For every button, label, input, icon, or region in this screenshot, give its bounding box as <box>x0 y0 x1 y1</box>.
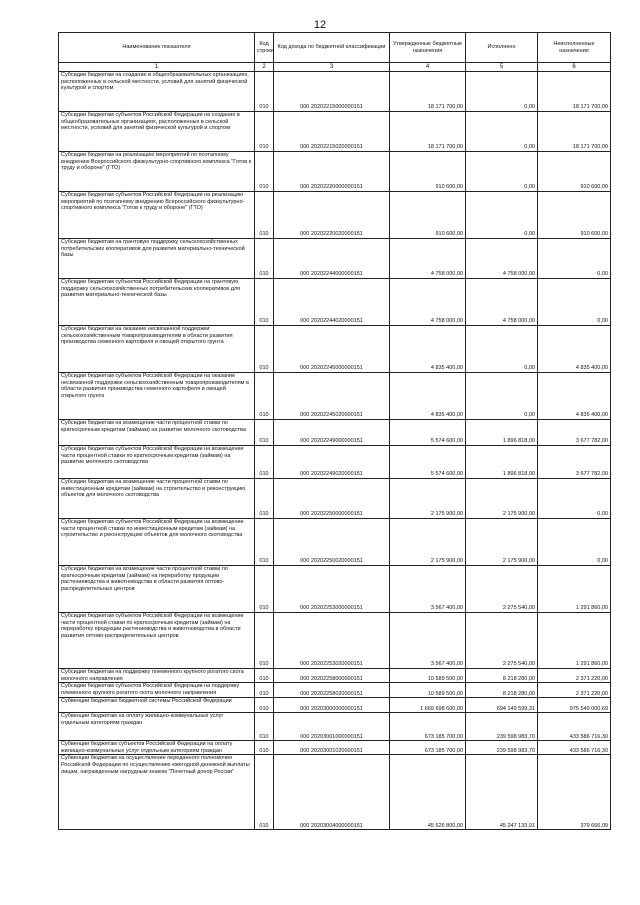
cell-kbk: 000 20202220000000151 <box>274 152 390 192</box>
cell-approved: 2 175 900,00 <box>390 479 466 519</box>
column-number: 2 <box>255 63 274 72</box>
cell-code: 010 <box>255 613 274 669</box>
cell-approved: 45 626 800,00 <box>390 755 466 830</box>
cell-approved: 5 574 600,00 <box>390 446 466 479</box>
cell-name: Субсидии бюджетам субъектов Российской Федерации на оказание несвязанной поддержки сельскохозяйственным товаропроизводителям в области развития производства семенного картофеля и овощей открытого грунта <box>59 373 255 420</box>
cell-executed: 0,00 <box>466 72 538 112</box>
cell-name: Субвенции бюджетам на оплату жилищно-коммунальных услуг отдельным категориям граждан <box>59 713 255 741</box>
cell-approved: 4 758 000,00 <box>390 239 466 279</box>
cell-unexecuted: 2 371 220,00 <box>538 683 611 698</box>
cell-approved: 10 589 500,00 <box>390 683 466 698</box>
cell-executed: 4 758 000,00 <box>466 279 538 326</box>
column-number: 3 <box>274 63 390 72</box>
cell-kbk: 000 20202250020000151 <box>274 519 390 566</box>
table-row <box>59 479 611 519</box>
cell-code: 010 <box>255 326 274 373</box>
cell-kbk: 000 20203000000000151 <box>274 698 390 713</box>
cell-unexecuted: 3 677 782,00 <box>538 446 611 479</box>
column-number-row <box>59 63 611 72</box>
cell-unexecuted: 18 171 700,00 <box>538 112 611 152</box>
table-row <box>59 373 611 420</box>
table-row <box>59 446 611 479</box>
cell-executed: 1 896 818,00 <box>466 446 538 479</box>
cell-executed: 8 218 280,00 <box>466 683 538 698</box>
column-number: 6 <box>538 63 611 72</box>
header-kbk: Код дохода по бюджетной классификации <box>274 33 390 63</box>
table-row <box>59 239 611 279</box>
cell-code: 010 <box>255 741 274 755</box>
cell-executed: 0,00 <box>466 112 538 152</box>
cell-executed: 2 175 900,00 <box>466 519 538 566</box>
cell-executed: 4 758 000,00 <box>466 239 538 279</box>
budget-report-table <box>58 32 611 830</box>
header-executed: Исполнено <box>466 33 538 63</box>
cell-code: 010 <box>255 373 274 420</box>
table-row <box>59 72 611 112</box>
table-row <box>59 112 611 152</box>
table-row <box>59 698 611 713</box>
table-row <box>59 669 611 683</box>
cell-approved: 3 567 400,00 <box>390 566 466 613</box>
cell-executed: 2 275 540,00 <box>466 613 538 669</box>
cell-name: Субсидии бюджетам субъектов Российской Федерации на реализацию мероприятий по поэтапному внедрению Всероссийского физкультурно-спортивного комплекса "Готов к труду и обороне" (ГТО) <box>59 192 255 239</box>
cell-unexecuted: 0,00 <box>538 279 611 326</box>
cell-unexecuted: 0,00 <box>538 239 611 279</box>
cell-code: 010 <box>255 683 274 698</box>
column-number: 4 <box>390 63 466 72</box>
cell-code: 010 <box>255 669 274 683</box>
cell-kbk: 000 20202215020000151 <box>274 112 390 152</box>
cell-code: 010 <box>255 152 274 192</box>
cell-name: Субсидии бюджетам на возмещение части процентной ставки по краткосрочным кредитам (займам) на развитие молочного скотоводства <box>59 420 255 446</box>
table-row <box>59 683 611 698</box>
cell-name: Субсидии бюджетам на возмещение части процентной ставки по инвестиционным кредитам (займам) на строительство и реконструкцию объектов для молочного скотоводства <box>59 479 255 519</box>
table-row <box>59 279 611 326</box>
cell-kbk: 000 20202253020000151 <box>274 613 390 669</box>
cell-code: 010 <box>255 192 274 239</box>
header-unexecuted: Неисполненные назначения <box>538 33 611 63</box>
cell-name: Субсидии бюджетам субъектов Российской Федерации на возмещение части процентной ставки по краткосрочным кредитам (займам) на развитие молочного скотоводства <box>59 446 255 479</box>
table-row <box>59 741 611 755</box>
cell-code: 010 <box>255 279 274 326</box>
cell-approved: 3 567 400,00 <box>390 613 466 669</box>
table-row <box>59 420 611 446</box>
cell-unexecuted: 1 291 860,00 <box>538 613 611 669</box>
cell-unexecuted: 1 291 860,00 <box>538 566 611 613</box>
cell-executed: 239 598 983,70 <box>466 741 538 755</box>
cell-code: 010 <box>255 72 274 112</box>
cell-unexecuted: 0,00 <box>538 519 611 566</box>
cell-executed: 239 598 983,70 <box>466 713 538 741</box>
cell-unexecuted: 2 371 220,00 <box>538 669 611 683</box>
cell-approved: 18 171 700,00 <box>390 112 466 152</box>
cell-kbk: 000 20202249020000151 <box>274 446 390 479</box>
cell-approved: 910 600,00 <box>390 152 466 192</box>
cell-kbk: 000 20202253000000151 <box>274 566 390 613</box>
column-number: 1 <box>59 63 255 72</box>
cell-approved: 4 835 400,00 <box>390 373 466 420</box>
cell-kbk: 000 20203001020000151 <box>274 741 390 755</box>
cell-code: 010 <box>255 446 274 479</box>
cell-approved: 4 835 400,00 <box>390 326 466 373</box>
cell-kbk: 000 20202244000000151 <box>274 239 390 279</box>
table-row <box>59 755 611 830</box>
cell-approved: 10 589 500,00 <box>390 669 466 683</box>
cell-name: Субвенции бюджетам бюджетной системы Российской Федерации <box>59 698 255 713</box>
cell-code: 010 <box>255 698 274 713</box>
cell-name: Субсидии бюджетам на грантовую поддержку сельскохозяйственных потребительских кооперативов для развития материально-технической базы <box>59 239 255 279</box>
cell-executed: 45 247 133,91 <box>466 755 538 830</box>
table-row <box>59 566 611 613</box>
table-header-row <box>59 33 611 63</box>
cell-executed: 0,00 <box>466 192 538 239</box>
cell-approved: 18 171 700,00 <box>390 72 466 112</box>
cell-name: Субвенции бюджетам на осуществление переданного полномочия Российской Федерации по осуществлению ежегодной денежной выплаты лицам, награжденным нагрудным знаком "Почетный донор России" <box>59 755 255 830</box>
cell-name: Субсидии бюджетам субъектов Российской Федерации на возмещение части процентной ставки по инвестиционным кредитам (займам) на строительство и реконструкцию объектов для молочного скотоводства <box>59 519 255 566</box>
cell-kbk: 000 20202244020000151 <box>274 279 390 326</box>
cell-executed: 0,00 <box>466 373 538 420</box>
cell-unexecuted: 433 586 716,30 <box>538 741 611 755</box>
table-row <box>59 326 611 373</box>
cell-unexecuted: 910 600,00 <box>538 192 611 239</box>
cell-name: Субсидии бюджетам на поддержку племенного крупного рогатого скота молочного направления <box>59 669 255 683</box>
cell-approved: 4 758 000,00 <box>390 279 466 326</box>
cell-unexecuted: 910 600,00 <box>538 152 611 192</box>
cell-kbk: 000 20202258020000151 <box>274 683 390 698</box>
cell-executed: 0,00 <box>466 152 538 192</box>
cell-executed: 1 896 818,00 <box>466 420 538 446</box>
cell-kbk: 000 20202258000000151 <box>274 669 390 683</box>
cell-code: 010 <box>255 519 274 566</box>
cell-kbk: 000 20202245020000151 <box>274 373 390 420</box>
header-name: Наименование показателя <box>59 33 255 63</box>
cell-executed: 0,00 <box>466 326 538 373</box>
cell-unexecuted: 433 586 716,30 <box>538 713 611 741</box>
cell-name: Субсидии бюджетам на создание в общеобразовательных организациях, расположенных в сельской местности, условий для занятий физической культурой и спортом <box>59 72 255 112</box>
cell-approved: 2 175 900,00 <box>390 519 466 566</box>
cell-code: 010 <box>255 239 274 279</box>
cell-kbk: 000 20202249000000151 <box>274 420 390 446</box>
cell-name: Субсидии бюджетам субъектов Российской Федерации на создание в общеобразовательных организациях, расположенных в сельской местности, условий для занятий физической культурой и спортом <box>59 112 255 152</box>
cell-kbk: 000 20202245000000151 <box>274 326 390 373</box>
cell-executed: 8 218 280,00 <box>466 669 538 683</box>
table-row <box>59 613 611 669</box>
cell-code: 010 <box>255 420 274 446</box>
cell-unexecuted: 4 835 400,00 <box>538 326 611 373</box>
cell-code: 010 <box>255 112 274 152</box>
cell-unexecuted: 4 835 400,00 <box>538 373 611 420</box>
table-row <box>59 152 611 192</box>
cell-approved: 1 669 698 600,00 <box>390 698 466 713</box>
cell-name: Субсидии бюджетам на реализацию мероприятий по поэтапному внедрению Всероссийского физкультурно-спортивного комплекса "Готов к труду и обороне" (ГТО) <box>59 152 255 192</box>
cell-unexecuted: 0,00 <box>538 479 611 519</box>
cell-code: 010 <box>255 566 274 613</box>
cell-name: Субсидии бюджетам на оказание несвязанной поддержки сельскохозяйственным товаропроизводителям в области развития производства семенного картофеля и овощей открытого грунта <box>59 326 255 373</box>
cell-approved: 673 185 700,00 <box>390 713 466 741</box>
cell-kbk: 000 20203004000000151 <box>274 755 390 830</box>
cell-kbk: 000 20203001000000151 <box>274 713 390 741</box>
cell-kbk: 000 20202215000000151 <box>274 72 390 112</box>
cell-name: Субсидии бюджетам субъектов Российской Федерации на возмещение части процентной ставки по краткосрочным кредитам (займам) на переработку продукции растениеводства и животноводства в области развития оптово-распределительных центров <box>59 613 255 669</box>
cell-executed: 2 275 540,00 <box>466 566 538 613</box>
cell-name: Субсидии бюджетам на возмещение части процентной ставки по краткосрочным кредитам (займам) на переработку продукции растениеводства и животноводства в области развития оптово-распределительных центров <box>59 566 255 613</box>
cell-unexecuted: 18 171 700,00 <box>538 72 611 112</box>
header-code: Код строки <box>255 33 274 63</box>
cell-code: 010 <box>255 713 274 741</box>
table-row <box>59 192 611 239</box>
cell-unexecuted: 975 549 000,69 <box>538 698 611 713</box>
cell-executed: 694 149 599,31 <box>466 698 538 713</box>
table-row <box>59 713 611 741</box>
cell-name: Субсидии бюджетам субъектов Российской Федерации на поддержку племенного крупного рогатого скота молочного направления <box>59 683 255 698</box>
column-number: 5 <box>466 63 538 72</box>
cell-code: 010 <box>255 479 274 519</box>
cell-executed: 2 175 900,00 <box>466 479 538 519</box>
header-approved: Утвержденные бюджетные назначения <box>390 33 466 63</box>
cell-unexecuted: 3 677 782,00 <box>538 420 611 446</box>
cell-name: Субвенции бюджетам субъектов Российской Федерации на оплату жилищно-коммунальных услуг отдельным категориям граждан <box>59 741 255 755</box>
cell-approved: 910 600,00 <box>390 192 466 239</box>
cell-unexecuted: 379 666,09 <box>538 755 611 830</box>
cell-approved: 5 574 600,00 <box>390 420 466 446</box>
cell-kbk: 000 20202220020000151 <box>274 192 390 239</box>
cell-kbk: 000 20202250000000151 <box>274 479 390 519</box>
cell-approved: 673 185 700,00 <box>390 741 466 755</box>
page-number: 12 <box>313 19 327 31</box>
cell-code: 010 <box>255 755 274 830</box>
cell-name: Субсидии бюджетам субъектов Российской Федерации на грантовую поддержку сельскохозяйственных потребительских кооперативов для развития материально-технической базы <box>59 279 255 326</box>
table-row <box>59 519 611 566</box>
